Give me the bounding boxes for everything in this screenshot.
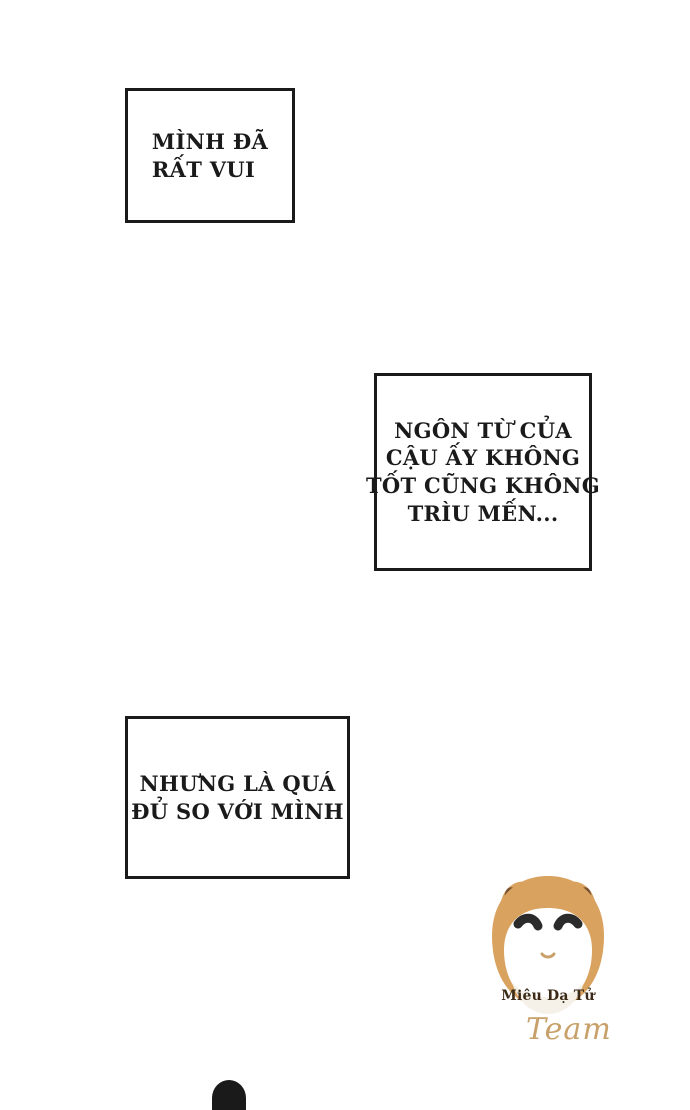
panel-bottom-shape — [212, 1080, 246, 1110]
speech-bubble-2 — [365, 373, 601, 571]
speech-bubble-3 — [125, 716, 350, 879]
speech-bubble-2-line-1: NGÔN TỪ CỦA — [394, 417, 572, 443]
speech-bubble-2-line-4: TRÌU MẾN... — [407, 500, 559, 526]
watermark-subtitle: Team — [526, 1012, 612, 1047]
watermark-logo — [478, 862, 638, 1062]
speech-bubble-1-text — [152, 128, 268, 183]
speech-bubble-2-line-2: CẬU ẤY KHÔNG — [385, 445, 581, 471]
watermark-name: Miêu Dạ Tử — [501, 988, 595, 1004]
speech-bubble-2-text — [366, 417, 600, 528]
speech-bubble-1-line-2: RẤT VUI — [151, 156, 256, 182]
speech-bubble-3-line-2: ĐỦ SO VỚI MÌNH — [131, 798, 344, 824]
speech-bubble-1-line-1: MÌNH ĐÃ — [151, 128, 269, 154]
speech-bubble-3-text — [131, 770, 344, 825]
speech-bubble-2-line-3: TỐT CŨNG KHÔNG — [365, 473, 601, 498]
speech-bubble-3-line-1: NHƯNG LÀ QUÁ — [139, 770, 336, 796]
speech-bubble-1 — [125, 88, 295, 223]
